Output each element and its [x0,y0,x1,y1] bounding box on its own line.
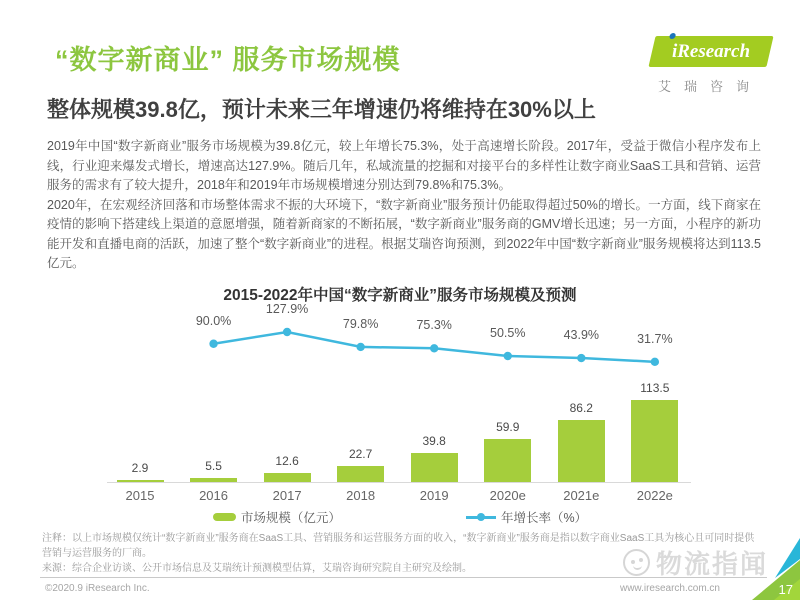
page-number: 17 [778,582,793,597]
body-text [47,137,761,274]
line-series-swatch-icon [466,516,496,519]
chart-title: 2015-2022年中国“数字新商业”服务市场规模及预测 [223,287,577,304]
page-subtitle: 整体规模39.8亿，预计未来三年增速仍将维持在30%以上 [47,97,596,122]
x-tick-2018: 2018 [346,488,376,503]
bar-value-2020e: 59.9 [496,419,520,434]
bar-2020e [484,439,531,482]
legend-label-growth-rate: 年增长率（%） [500,511,588,525]
bar-2018 [337,466,384,482]
bar-value-2017: 12.6 [275,453,299,468]
bar-series-swatch-icon [213,513,236,521]
bar-value-2022e: 113.5 [640,381,670,396]
growth-label-2022e: 31.7% [637,331,673,346]
watermark-logo-icon [623,549,650,576]
chart-legend [0,508,800,526]
x-axis-line [107,482,691,483]
bar-2017 [264,473,311,482]
growth-label-2017: 127.9% [265,302,309,316]
legend-item-growth-rate [466,508,587,526]
x-tick-2015: 2015 [125,488,155,503]
paragraph-1: 2019年中国“数字新商业”服务市场规模为39.8亿元，较上年增长75.3%，处于高速增长阶段。2017年，受益于微信小程序发布上线，行业迎来爆发式增长，增速高达127.9%。随后几年，私域流量的挖掘和对接平台的多样性让数字商业SaaS工具和营销、运营服务的需求有了较大提升，2018年和2019年市场规模增速分别达到79.8%和75.3%。 [47,139,761,192]
x-tick-2020e: 2020e [489,488,526,503]
x-tick-2017: 2017 [272,488,302,503]
bar-2016 [190,478,237,482]
logo-text: iResearch [671,41,751,62]
paragraph-2: 2020年，在宏观经济回落和市场整体需求不振的大环境下，“数字新商业”服务预计仍能取得超过50%的增长。一方面，线下商家在疫情的影响下搭建线上渠道的意愿增强，随着新商家的不断拓展，“数字新商业”服务商的GMV增长迅速；另一方面，小程序的新功能开发和直播电商的活跃，加速了整个“数字新商业”的进程。根据艾瑞咨询预测，到2022年中国“数字新商业”服务规模将达到113.5亿元。 [47,197,761,270]
bar-value-2015: 2.9 [131,460,149,475]
page-title: “数字新商业” 服务市场规模 [55,45,401,75]
bar-2015 [117,480,164,483]
legend-label-market-size: 市场规模（亿元） [240,511,341,525]
bar-value-2016: 5.5 [205,459,222,474]
growth-label-2018: 79.8% [342,316,379,331]
bar-value-2018: 22.7 [348,446,373,461]
x-tick-2019: 2019 [419,488,449,503]
logo-subtext: 艾瑞咨询 [658,79,763,94]
watermark-text: 物流指闻 [655,549,768,579]
growth-label-2019: 75.3% [416,318,452,333]
footer-copyright: ©2020.9 iResearch Inc. [45,583,150,594]
x-tick-2022e: 2022e [636,488,673,503]
logo-parallelogram [648,36,773,67]
growth-label-2021e: 43.9% [563,328,600,343]
iresearch-logo [652,36,774,95]
growth-label-2020e: 50.5% [490,325,526,340]
market-scale-chart [0,280,800,532]
growth-label-2016: 90.0% [195,313,232,328]
bar-value-2019: 39.8 [422,434,446,449]
footer-website: www.iresearch.com.cn [619,583,720,594]
note-line: 注释：以上市场规模仅统计“数字新商业”服务商在SaaS工具、营销服务和运营服务方面的收入，“数字新商业”服务商是指以数字商业SaaS工具为核心且可同时提供营销与运营服务的厂商。 [42,533,755,559]
bar-2021e [558,420,605,482]
watermark [623,544,768,581]
x-tick-2016: 2016 [199,488,228,503]
legend-item-market-size [213,508,341,526]
x-tick-2021e: 2021e [563,488,600,503]
bar-2022e [631,400,678,482]
bar-2019 [411,453,458,482]
source-line: 来源：综合企业访谈、公开市场信息及艾瑞统计预测模型估算，艾瑞咨询研究院自主研究及绘制。 [42,563,472,574]
bar-value-2021e: 86.2 [569,400,593,415]
